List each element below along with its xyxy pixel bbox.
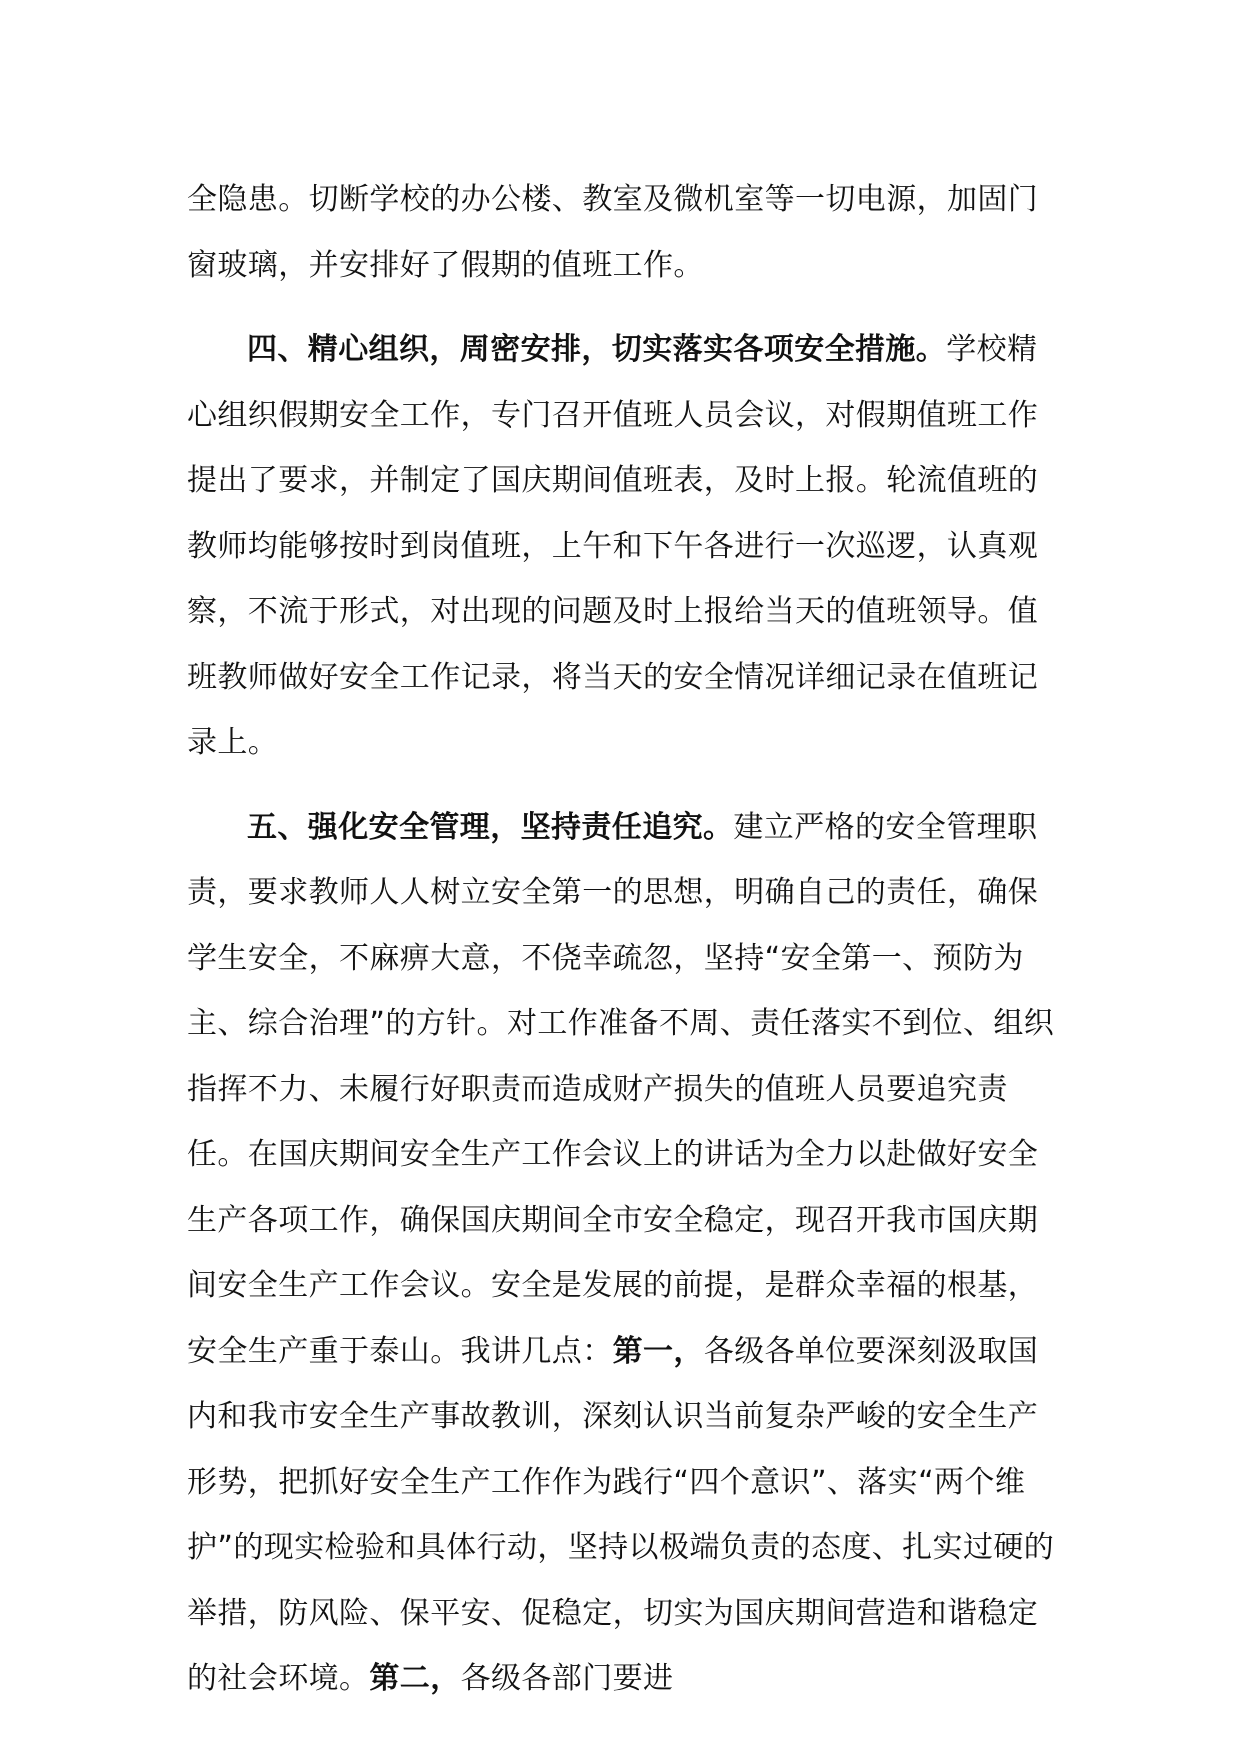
paragraph-text: 全隐患。切断学校的办公楼、教室及微机室等一切电源，加固门窗玻璃，并安排好了假期的值班工作。 <box>187 182 1039 283</box>
document-body <box>187 167 1067 1712</box>
paragraph-continued <box>187 167 1067 298</box>
paragraph-text: 学校精心组织假期安全工作，专门召开值班人员会议，对假期值班工作提出了要求，并制定了国庆期间值班表，及时上报。轮流值班的教师均能够按时到岗值班，上午和下午各进行一次巡逻，认真观察，不流于形式，对出现的问题及时上报给当天的值班领导。值班教师做好安全工作记录，将当天的安全情况详细记录在值班记录上。 <box>187 332 1039 760</box>
paragraph-section-four <box>187 317 1067 776</box>
section-five-heading: 五、强化安全管理，坚持责任追究。 <box>247 809 734 845</box>
paragraph-text: 各级各部门要进 <box>460 1661 674 1696</box>
paragraph-text: 各级各单位要深刻汲取国内和我市安全生产事故教训，深刻认识当前复杂严峻的安全生产形势，把抓好安全生产工作作为践行“四个意识”、落实“两个维护”的现实检验和具体行动，坚持以极端负责的态度、扎实过硬的举措，防风险、保平安、促稳定，切实为国庆期间营造和谐稳定的社会环境。 <box>187 1333 1055 1696</box>
point-two-label: 第二， <box>369 1661 461 1696</box>
point-one-label: 第一， <box>612 1333 704 1369</box>
paragraph-text: 建立严格的安全管理职责，要求教师人人树立安全第一的思想，明确自己的责任，确保学生安全，不麻痹大意，不侥幸疏忽，坚持“安全第一、预防为主、综合治理”的方针。对工作准备不周、责任落实不到位、组织指挥不力、未履行好职责而造成财产损失的值班人员要追究责任。在国庆期间安全生产工作会议上的讲话为全力以赴做好安全生产各项工作，确保国庆期间全市安全稳定，现召开我市国庆期间安全生产工作会议。安全是发展的前提，是群众幸福的根基，安全生产重于泰山。我讲几点： <box>187 809 1055 1369</box>
section-four-heading: 四、精心组织，周密安排，切实落实各项安全措施。 <box>247 332 947 367</box>
paragraph-section-five <box>187 795 1067 1712</box>
